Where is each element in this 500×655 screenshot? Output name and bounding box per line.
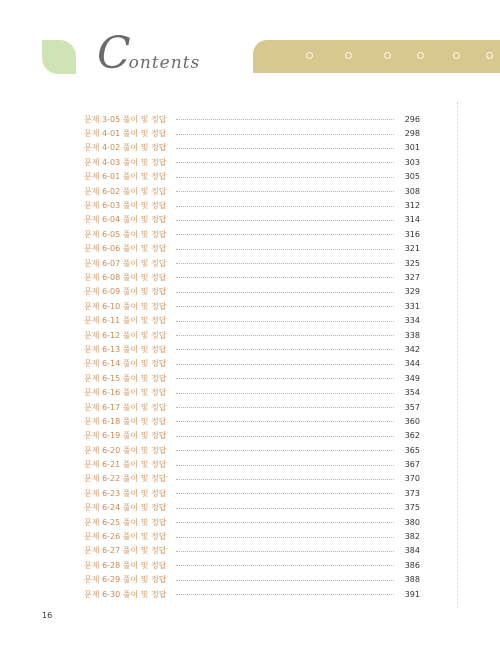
toc-entry[interactable] bbox=[84, 170, 420, 184]
toc-entry-page: 321 bbox=[404, 244, 420, 254]
toc-entry-label: 문제 6-03 풀이 및 정답 bbox=[84, 201, 167, 211]
toc-leader-dots bbox=[176, 435, 394, 437]
toc-entry-page: 360 bbox=[404, 416, 420, 426]
toc-entry-label: 문제 6-01 풀이 및 정답 bbox=[84, 172, 167, 182]
toc-entry-page: 388 bbox=[404, 575, 420, 585]
toc-entry[interactable] bbox=[84, 357, 420, 371]
toc-entry-page: 375 bbox=[404, 503, 420, 513]
toc-entry-page: 367 bbox=[404, 460, 420, 470]
toc-list bbox=[84, 112, 420, 601]
toc-entry-label: 문제 6-16 풀이 및 정답 bbox=[84, 388, 167, 398]
page-number: 16 bbox=[42, 611, 53, 620]
toc-entry[interactable] bbox=[84, 544, 420, 558]
toc-entry-label: 문제 6-05 풀이 및 정답 bbox=[84, 229, 167, 239]
toc-entry[interactable] bbox=[84, 400, 420, 414]
toc-leader-dots bbox=[176, 392, 394, 394]
toc-entry-label: 문제 6-17 풀이 및 정답 bbox=[84, 402, 167, 412]
toc-entry-page: 301 bbox=[404, 143, 420, 153]
band-dot bbox=[384, 52, 391, 59]
header-band bbox=[253, 40, 500, 73]
toc-entry[interactable] bbox=[84, 558, 420, 572]
toc-entry-page: 303 bbox=[404, 157, 420, 167]
toc-entry-label: 문제 4-01 풀이 및 정답 bbox=[84, 129, 167, 139]
toc-entry-label: 문제 6-07 풀이 및 정답 bbox=[84, 258, 167, 268]
toc-entry-page: 334 bbox=[404, 316, 420, 326]
toc-entry[interactable] bbox=[84, 342, 420, 356]
toc-leader-dots bbox=[176, 449, 394, 451]
toc-entry[interactable] bbox=[84, 242, 420, 256]
band-dot bbox=[453, 52, 460, 59]
toc-entry-page: 386 bbox=[404, 560, 420, 570]
toc-entry-label: 문제 6-21 풀이 및 정답 bbox=[84, 460, 167, 470]
toc-entry-page: 308 bbox=[404, 186, 420, 196]
toc-leader-dots bbox=[176, 536, 394, 538]
toc-entry[interactable] bbox=[84, 285, 420, 299]
toc-entry[interactable] bbox=[84, 429, 420, 443]
toc-entry-label: 문제 6-30 풀이 및 정답 bbox=[84, 589, 167, 599]
toc-leader-dots bbox=[176, 133, 394, 135]
toc-leader-dots bbox=[176, 593, 394, 595]
toc-entry[interactable] bbox=[84, 227, 420, 241]
toc-entry[interactable] bbox=[84, 270, 420, 284]
toc-entry[interactable] bbox=[84, 486, 420, 500]
toc-entry-label: 문제 6-18 풀이 및 정답 bbox=[84, 416, 167, 426]
toc-entry-label: 문제 6-15 풀이 및 정답 bbox=[84, 373, 167, 383]
title-rest: ontents bbox=[128, 53, 201, 73]
toc-entry[interactable] bbox=[84, 529, 420, 543]
toc-entry[interactable] bbox=[84, 515, 420, 529]
toc-entry[interactable] bbox=[84, 299, 420, 313]
toc-entry[interactable] bbox=[84, 414, 420, 428]
toc-leader-dots bbox=[176, 161, 394, 163]
toc-entry-page: 344 bbox=[404, 359, 420, 369]
toc-entry-label: 문제 6-12 풀이 및 정답 bbox=[84, 330, 167, 340]
toc-entry-label: 문제 6-25 풀이 및 정답 bbox=[84, 517, 167, 527]
toc-entry-label: 문제 6-14 풀이 및 정답 bbox=[84, 359, 167, 369]
toc-entry-page: 314 bbox=[404, 215, 420, 225]
toc-entry-label: 문제 6-04 풀이 및 정답 bbox=[84, 215, 167, 225]
toc-leader-dots bbox=[176, 348, 394, 350]
toc-entry-page: 370 bbox=[404, 474, 420, 484]
toc-leader-dots bbox=[176, 147, 394, 149]
toc-entry[interactable] bbox=[84, 198, 420, 212]
toc-entry-page: 349 bbox=[404, 373, 420, 383]
toc-leader-dots bbox=[176, 176, 394, 178]
toc-entry-label: 문제 6-28 풀이 및 정답 bbox=[84, 560, 167, 570]
toc-entry-page: 380 bbox=[404, 517, 420, 527]
toc-entry-page: 338 bbox=[404, 330, 420, 340]
toc-entry-page: 365 bbox=[404, 445, 420, 455]
toc-entry[interactable] bbox=[84, 112, 420, 126]
toc-entry[interactable] bbox=[84, 126, 420, 140]
toc-entry[interactable] bbox=[84, 213, 420, 227]
toc-leader-dots bbox=[176, 205, 394, 207]
toc-entry-label: 문제 4-03 풀이 및 정답 bbox=[84, 157, 167, 167]
toc-entry-label: 문제 6-13 풀이 및 정답 bbox=[84, 344, 167, 354]
toc-entry-page: 298 bbox=[404, 129, 420, 139]
toc-entry-label: 문제 6-10 풀이 및 정답 bbox=[84, 301, 167, 311]
toc-entry-page: 325 bbox=[404, 258, 420, 268]
toc-entry-label: 문제 6-27 풀이 및 정답 bbox=[84, 546, 167, 556]
band-dot bbox=[306, 52, 313, 59]
toc-leader-dots bbox=[176, 363, 394, 365]
toc-entry[interactable] bbox=[84, 155, 420, 169]
toc-leader-dots bbox=[176, 118, 394, 120]
toc-leader-dots bbox=[176, 507, 394, 509]
toc-entry[interactable] bbox=[84, 472, 420, 486]
toc-entry-label: 문제 6-23 풀이 및 정답 bbox=[84, 488, 167, 498]
leaf-decoration bbox=[42, 40, 76, 74]
toc-entry[interactable] bbox=[84, 141, 420, 155]
toc-leader-dots bbox=[176, 276, 394, 278]
contents-title bbox=[97, 28, 201, 80]
band-dot bbox=[486, 52, 493, 59]
toc-entry[interactable] bbox=[84, 443, 420, 457]
toc-entry-page: 331 bbox=[404, 301, 420, 311]
toc-entry[interactable] bbox=[84, 385, 420, 399]
toc-entry-page: 391 bbox=[404, 589, 420, 599]
toc-leader-dots bbox=[176, 377, 394, 379]
toc-entry-label: 문제 6-09 풀이 및 정답 bbox=[84, 287, 167, 297]
toc-entry[interactable] bbox=[84, 371, 420, 385]
title-initial: C bbox=[97, 28, 129, 79]
toc-entry-page: 373 bbox=[404, 488, 420, 498]
toc-entry-label: 문제 6-06 풀이 및 정답 bbox=[84, 244, 167, 254]
toc-leader-dots bbox=[176, 579, 394, 581]
toc-leader-dots bbox=[176, 291, 394, 293]
toc-entry-page: 312 bbox=[404, 201, 420, 211]
toc-entry-page: 384 bbox=[404, 546, 420, 556]
toc-leader-dots bbox=[176, 233, 394, 235]
toc-entry-label: 문제 4-02 풀이 및 정답 bbox=[84, 143, 167, 153]
toc-leader-dots bbox=[176, 564, 394, 566]
toc-entry[interactable] bbox=[84, 587, 420, 601]
toc-leader-dots bbox=[176, 334, 394, 336]
toc-entry-page: 354 bbox=[404, 388, 420, 398]
toc-entry-page: 362 bbox=[404, 431, 420, 441]
toc-entry-label: 문제 6-08 풀이 및 정답 bbox=[84, 272, 167, 282]
toc-entry-page: 382 bbox=[404, 532, 420, 542]
toc-entry-page: 316 bbox=[404, 229, 420, 239]
toc-leader-dots bbox=[176, 248, 394, 250]
toc-leader-dots bbox=[176, 550, 394, 552]
toc-leader-dots bbox=[176, 305, 394, 307]
toc-entry-label: 문제 6-02 풀이 및 정답 bbox=[84, 186, 167, 196]
toc-entry-label: 문제 6-22 풀이 및 정답 bbox=[84, 474, 167, 484]
toc-leader-dots bbox=[176, 320, 394, 322]
toc-entry-page: 305 bbox=[404, 172, 420, 182]
toc-entry-page: 296 bbox=[404, 114, 420, 124]
band-dot bbox=[417, 52, 424, 59]
toc-leader-dots bbox=[176, 406, 394, 408]
toc-entry-page: 357 bbox=[404, 402, 420, 412]
toc-entry-page: 329 bbox=[404, 287, 420, 297]
toc-leader-dots bbox=[176, 190, 394, 192]
toc-entry[interactable] bbox=[84, 457, 420, 471]
toc-entry-page: 342 bbox=[404, 344, 420, 354]
vertical-dotted-rule bbox=[457, 102, 458, 608]
toc-entry-label: 문제 6-19 풀이 및 정답 bbox=[84, 431, 167, 441]
toc-leader-dots bbox=[176, 219, 394, 221]
band-dot bbox=[345, 52, 352, 59]
toc-leader-dots bbox=[176, 478, 394, 480]
toc-entry[interactable] bbox=[84, 328, 420, 342]
toc-leader-dots bbox=[176, 262, 394, 264]
toc-entry-label: 문제 6-29 풀이 및 정답 bbox=[84, 575, 167, 585]
toc-entry[interactable] bbox=[84, 184, 420, 198]
toc-leader-dots bbox=[176, 521, 394, 523]
toc-entry[interactable] bbox=[84, 313, 420, 327]
toc-entry[interactable] bbox=[84, 256, 420, 270]
toc-entry-label: 문제 3-05 풀이 및 정답 bbox=[84, 114, 167, 124]
toc-leader-dots bbox=[176, 492, 394, 494]
toc-leader-dots bbox=[176, 420, 394, 422]
toc-leader-dots bbox=[176, 464, 394, 466]
toc-entry[interactable] bbox=[84, 573, 420, 587]
toc-entry-label: 문제 6-26 풀이 및 정답 bbox=[84, 532, 167, 542]
toc-entry-label: 문제 6-11 풀이 및 정답 bbox=[84, 316, 167, 326]
toc-entry[interactable] bbox=[84, 501, 420, 515]
toc-entry-label: 문제 6-24 풀이 및 정답 bbox=[84, 503, 167, 513]
toc-entry-label: 문제 6-20 풀이 및 정답 bbox=[84, 445, 167, 455]
toc-entry-page: 327 bbox=[404, 272, 420, 282]
